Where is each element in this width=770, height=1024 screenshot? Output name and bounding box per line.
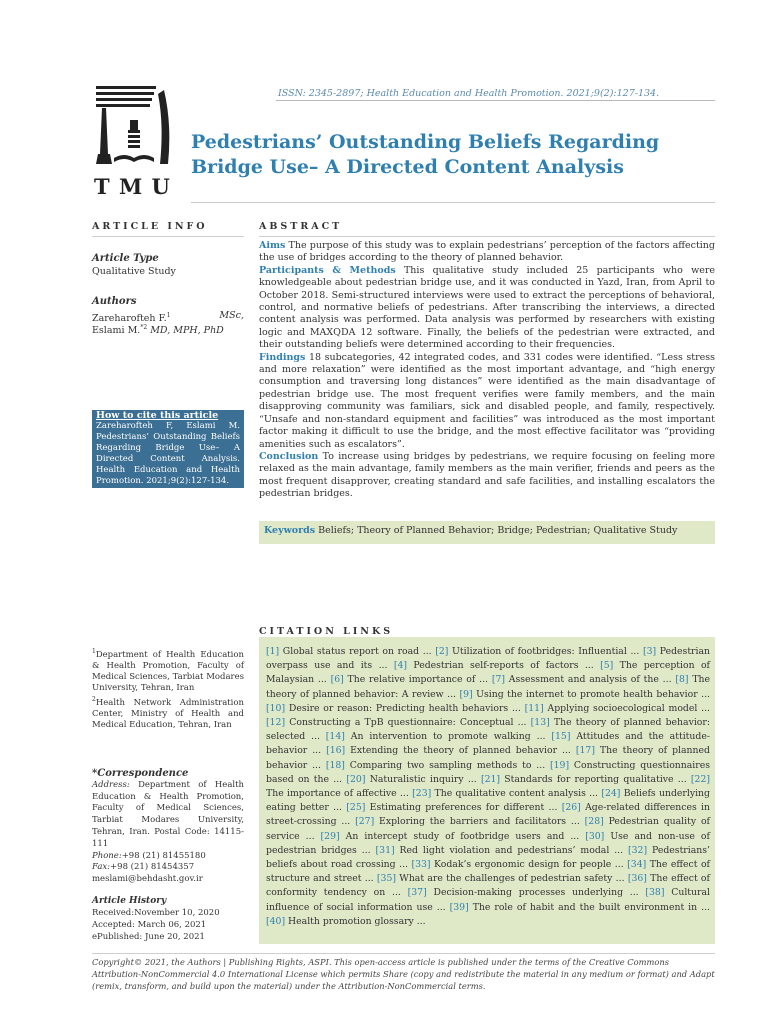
citation-number: [38] — [645, 887, 665, 899]
citation-text: Standards for reporting qualitative ... — [500, 773, 691, 785]
issn-line: ISSN: 2345-2897; Health Education and Health Promotion. 2021;9(2):127-134. — [278, 88, 660, 99]
phone-text: +98 (21) 81455180 — [121, 850, 206, 861]
citation-number: [22] — [690, 773, 711, 785]
citation-text: The theory of planned behavior ... — [266, 745, 710, 771]
citation-link[interactable] — [331, 674, 492, 685]
citation-number: [27] — [355, 816, 375, 828]
citation-number: [14] — [325, 731, 345, 743]
author-1-sup: 1 — [166, 312, 171, 319]
citation-link[interactable] — [408, 887, 646, 898]
citation-text: The theory of planned behavior: selected ... — [266, 717, 710, 743]
address-text: Department of Health Education & Health Promotion, Faculty of Medical Sciences, Tarbiat Modares University, Tehran, Iran. Postal Code: 14115-111 — [92, 779, 245, 849]
abstract-heading: ABSTRACT — [259, 221, 343, 232]
citation-number: [35] — [376, 873, 396, 885]
citation-number: [5] — [600, 660, 614, 672]
citation-link[interactable] — [525, 703, 710, 714]
keywords-text: Beliefs; Theory of Planned Behavior; Bridge; Pedestrian; Qualitative Study — [318, 525, 678, 536]
citation-text: Comparing two sampling methods to ... — [344, 759, 550, 771]
abstract-methods — [259, 265, 715, 352]
methods-text: This qualitative study included 25 participants who were knowledgeable about pedestrian bridge use, and it was conducted in Yazd, Iran, from April to October 2018. Semi-structured interviews were used to extract the perceptions of behavioral, control, and normative beliefs of pedestrians. After transcribing the interviews, a directed content analysis was performed. Data analysis was performed by researchers with existing logic and MAXQDA 12 software. Finally, the beliefs of the pedestrian were extracted, and their outstanding beliefs were determined according to their frequencies. — [259, 264, 715, 351]
citation-links-heading: CITATION LINKS — [259, 626, 394, 637]
citation-text: Kodak’s ergonomic design for people ... — [430, 859, 628, 871]
citation-link[interactable] — [346, 802, 561, 813]
correspondence-email[interactable]: meslami@behdasht.gov.ir — [92, 874, 203, 885]
citation-text: Age-related differences in street-crossing ... — [266, 802, 711, 828]
citation-number: [19] — [550, 759, 570, 771]
citation-text: Attitudes and the attitude-behavior ... — [266, 731, 710, 757]
citation-text: Estimating preferences for different ... — [365, 802, 562, 814]
affiliation-1-text: Department of Health Education & Health Promotion, Faculty of Medical Sciences, Tarbiat Modares University, Tehran, Iran — [92, 649, 244, 693]
citation-text: The effect of conformity tendency on ... — [266, 873, 710, 899]
citation-link[interactable] — [394, 660, 600, 671]
citation-number: [25] — [346, 802, 366, 814]
citation-number: [13] — [530, 717, 550, 729]
affiliations — [92, 646, 244, 731]
affiliation-1 — [92, 646, 244, 694]
abstract-body — [259, 240, 715, 501]
citation-number: [26] — [561, 802, 581, 814]
how-to-cite-box — [92, 410, 244, 488]
citation-text: Extending the theory of planned behavior ... — [345, 745, 576, 757]
citation-number: [6] — [330, 674, 344, 686]
citation-number: [23] — [412, 788, 432, 800]
author-2-degree: MD, MPH, PhD — [150, 325, 224, 337]
citation-links-box — [259, 637, 715, 944]
citation-link[interactable] — [326, 731, 552, 742]
citation-number: [3] — [642, 646, 657, 657]
citation-link[interactable] — [376, 845, 628, 856]
citation-number: [37] — [407, 887, 427, 899]
aims-label: Aims — [259, 240, 286, 251]
citation-text: The effect of structure and street ... — [266, 859, 710, 885]
findings-text: 18 subcategories, 42 integrated codes, and 331 codes were identified. “Less stress and more relaxation” were identified as the most important advantage, and “high energy consumption and traversing long distances” were identified as the main disadvantage of pedestrian bridge use. The most frequent verifies were family members, and the main disapproving community was familiars, sick and disabled people, and family, respectively. “Unsafe and non-standard equipment and facilities” was introduced as the most important factor making it difficult to use the bridge, and the most effective facilitator was “providing amenities such as escalators”. — [259, 351, 715, 450]
citation-text: Pedestrian overpass use and its ... — [266, 646, 711, 672]
copyright-footer: Copyright© 2021, the Authors | Publishing Rights, ASPI. This open-access article is published under the terms of the Creative Commons Attribution-NonCommercial 4.0 International License which permits Share (copy and redistribute the material in any medium or format) and Adapt (remix, transform, and build upon the material) under the Attribution-NonCommercial terms. — [92, 957, 715, 991]
author-2 — [92, 322, 244, 337]
citation-link[interactable] — [266, 916, 426, 927]
abstract-findings — [259, 352, 715, 451]
citation-number: [39] — [449, 901, 469, 913]
citation-text: Applying socioecological model ... — [543, 702, 711, 714]
article-type-label: Article Type — [92, 253, 159, 264]
citation-number: [1] — [266, 646, 280, 657]
author-1-name: Zareharofteh F. — [92, 313, 167, 325]
citation-number: [10] — [266, 702, 286, 714]
abstract-conclusion — [259, 451, 715, 501]
correspondence-phone — [92, 851, 244, 863]
affiliation-2-sup: 2 — [92, 695, 96, 703]
citation-text: Desire or reason: Predicting health behaviors ... — [285, 702, 525, 714]
tmu-logo — [94, 84, 174, 200]
citation-link[interactable] — [412, 788, 601, 799]
citation-number: [28] — [584, 816, 604, 828]
citation-text: Health promotion glossary ... — [285, 915, 426, 927]
keywords-label: Keywords — [264, 525, 316, 536]
citation-link[interactable] — [266, 717, 531, 728]
article-info-divider — [92, 236, 244, 237]
citation-text: Naturalistic inquiry ... — [365, 773, 481, 785]
citation-link[interactable] — [326, 760, 550, 771]
keywords-box — [259, 521, 715, 544]
citation-text: Global status report on road ... — [279, 646, 436, 657]
correspondence-fax — [92, 862, 244, 874]
citation-number: [15] — [551, 731, 571, 743]
citation-number: [36] — [627, 873, 647, 885]
citation-text: The relative importance of ... — [343, 674, 492, 686]
logo-text: T M U — [94, 174, 171, 199]
header-divider — [276, 100, 715, 101]
citation-link[interactable] — [481, 774, 691, 785]
article-type-value: Qualitative Study — [92, 266, 176, 277]
citation-number: [40] — [266, 915, 286, 927]
citation-link[interactable] — [492, 674, 676, 685]
methods-label: Participants & Methods — [259, 264, 396, 276]
citation-number: [4] — [393, 660, 407, 672]
citation-number: [8] — [675, 674, 689, 686]
citation-link[interactable] — [321, 831, 586, 842]
phone-label: Phone: — [92, 850, 122, 861]
citation-number: [11] — [524, 702, 544, 714]
citation-text: Pedestrian quality of service ... — [266, 816, 711, 842]
address-label: Address: — [92, 779, 130, 790]
authors-label: Authors — [92, 296, 137, 307]
correspondence — [92, 768, 244, 886]
citation-number: [31] — [375, 844, 395, 856]
correspondence-address — [92, 780, 244, 851]
citation-number: [32] — [628, 844, 648, 856]
abstract-divider — [259, 236, 715, 237]
citation-link[interactable] — [326, 745, 576, 756]
citation-number: [33] — [411, 859, 431, 871]
history-heading: Article History — [92, 896, 167, 906]
fax-text: +98 (21) 81454357 — [110, 862, 195, 873]
affiliation-1-sup: 1 — [92, 648, 96, 655]
citation-text: The perception of Malaysian ... — [266, 660, 710, 686]
history-published: ePublished: June 20, 2021 — [92, 932, 205, 942]
citation-link[interactable] — [355, 816, 585, 827]
article-info-heading: ARTICLE INFO — [92, 221, 208, 232]
footer-divider — [92, 953, 715, 954]
citation-text: Exploring the barriers and facilitators ... — [374, 816, 585, 828]
affiliation-2 — [92, 694, 244, 731]
citation-link[interactable] — [377, 873, 628, 884]
how-to-cite-heading: How to cite this article — [96, 410, 219, 421]
citation-text: The role of habit and the built environment in ... — [468, 901, 710, 913]
citation-text: Constructing questionnaires based on the ... — [266, 759, 710, 785]
author-2-sup: *2 — [140, 324, 148, 331]
citation-link[interactable] — [411, 859, 627, 870]
citation-text: Pedestrians’ beliefs about road crossing ... — [266, 844, 710, 871]
citation-number: [34] — [627, 859, 647, 871]
fax-label: Fax: — [92, 862, 111, 873]
citation-number: [21] — [480, 773, 501, 785]
article-history — [92, 895, 244, 943]
citation-text: Decision-making processes underlying ... — [426, 887, 646, 899]
citation-number: [16] — [326, 745, 346, 757]
citation-text: Pedestrian self-reports of factors ... — [406, 660, 601, 672]
citation-link[interactable] — [459, 689, 710, 700]
citation-number: [7] — [491, 674, 505, 686]
citation-number: [9] — [459, 688, 473, 700]
aims-text: The purpose of this study was to explain pedestrians’ perception of the factors affecting the use of bridges according to the theory of planned behavior. — [259, 240, 715, 264]
conclusion-text: To increase using bridges by pedestrians, we require focusing on feeling more relaxed as the main advantage, family members as the main verifier, friends and peers as the most frequent disapprover, creating standard and safe facilities, and installing escalators the pedestrian bridges. — [259, 450, 715, 500]
findings-label: Findings — [259, 351, 306, 363]
citation-text: Constructing a TpB questionnaire: Conceptual ... — [285, 717, 531, 729]
citation-text: Red light violation and pedestrians’ modal ... — [394, 844, 628, 856]
article-title: Pedestrians’ Outstanding Beliefs Regarding Bridge Use– A Directed Content Analysis — [191, 131, 660, 178]
citation-number: [29] — [320, 830, 340, 842]
citation-link[interactable] — [346, 774, 481, 785]
citation-text: The theory of planned behavior: A review ... — [266, 674, 711, 700]
citation-text: Utilization of footbridges: Influential ... — [448, 646, 643, 657]
citation-number: [2] — [435, 646, 449, 657]
citation-text: The qualitative content analysis ... — [431, 788, 602, 800]
citation-text: Cultural influence of social information use ... — [266, 887, 710, 913]
citation-text: The importance of affective ... — [266, 788, 413, 800]
abstract-aims — [259, 240, 715, 265]
correspondence-heading: *Correspondence — [92, 768, 189, 779]
citation-number: [20] — [346, 773, 366, 785]
citation-number: [24] — [601, 788, 621, 800]
author-1-degree: MSc, — [219, 310, 244, 321]
citation-number: [30] — [585, 830, 605, 842]
history-accepted: Accepted: March 06, 2021 — [92, 920, 207, 930]
author-2-name: Eslami M. — [92, 325, 141, 337]
affiliation-2-text: Health Network Administration Center, Ministry of Health and Medical Education, Tehran, Iran — [92, 697, 244, 730]
conclusion-label: Conclusion — [259, 450, 319, 462]
citation-text: Using the internet to promote health behavior ... — [472, 688, 711, 700]
citation-link[interactable] — [435, 646, 643, 657]
citation-text: Assessment and analysis of the ... — [504, 674, 676, 686]
citation-number: [12] — [266, 717, 286, 729]
citation-text: What are the challenges of pedestrian safety ... — [396, 873, 628, 885]
title-divider — [191, 202, 715, 203]
citation-text: An intercept study of footbridge users and ... — [339, 830, 586, 842]
citation-number: [18] — [325, 759, 345, 771]
citation-number: [17] — [575, 745, 595, 757]
history-received: Received:November 10, 2020 — [92, 908, 220, 918]
citation-text: Beliefs underlying eating better ... — [266, 788, 710, 814]
how-to-cite-text: Zareharofteh F, Eslami M. Pedestrians’ Outstanding Beliefs Regarding Bridge Use– A Directed Content Analysis. Health Education and Health Promotion. 2021;9(2):127-134. — [96, 421, 240, 486]
citation-link[interactable] — [450, 902, 710, 913]
citation-link[interactable] — [266, 703, 525, 714]
citation-link[interactable] — [266, 646, 435, 657]
citation-text: Use and non-use of pedestrian bridges ... — [266, 830, 710, 856]
citation-text: An intervention to promote walking ... — [344, 731, 552, 743]
